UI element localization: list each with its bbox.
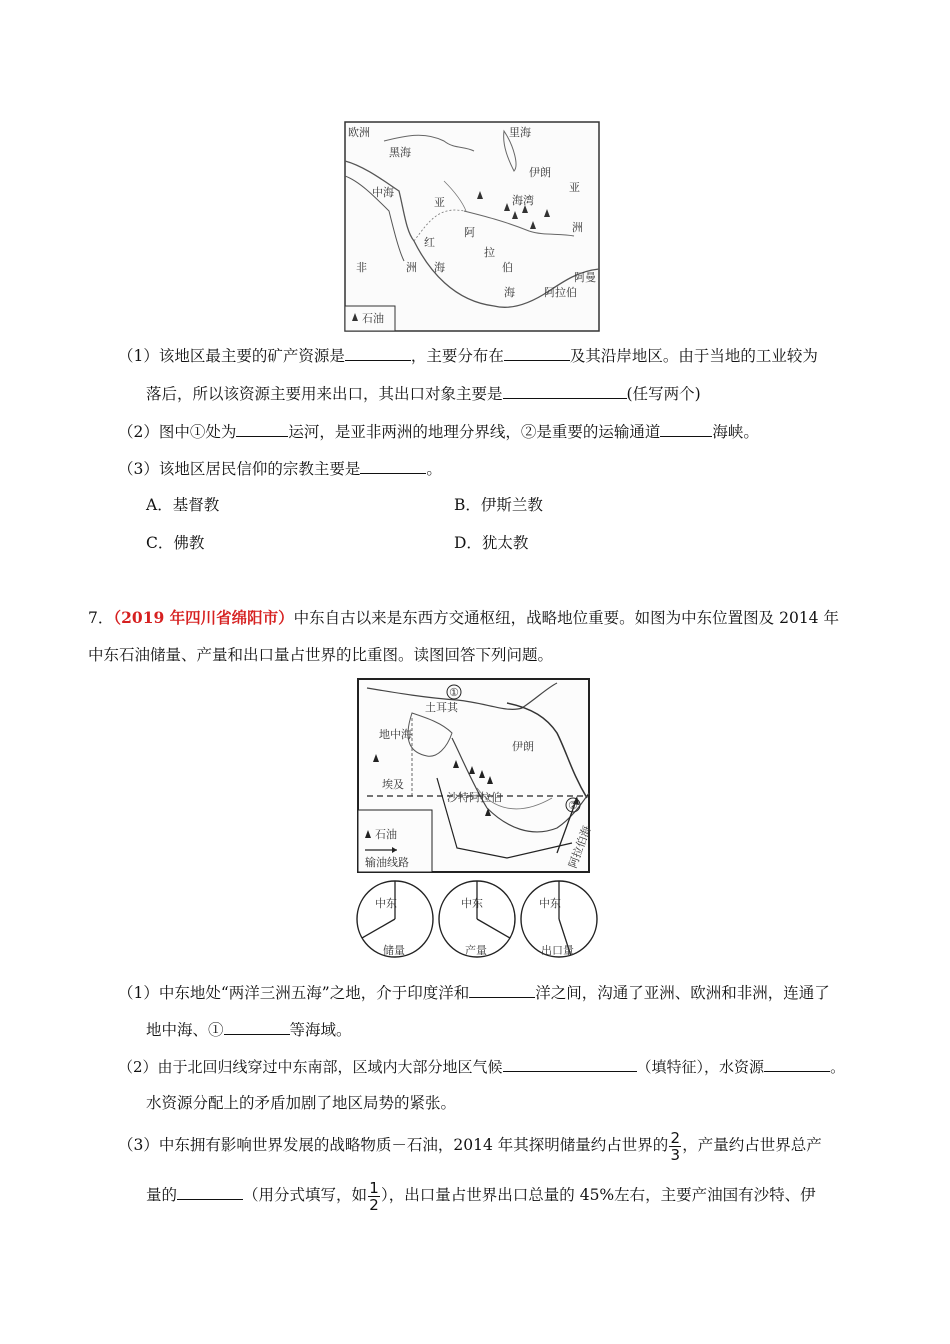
pie-1-caption: 储量	[383, 944, 405, 957]
q6-part2: （2）图中①处为 运河，是亚非两洲的地理分界线，②是重要的运输通道 海峡。	[118, 423, 759, 441]
map1-label-arabiansea: 阿拉伯	[544, 286, 577, 299]
q7-part3-line1: （3）中东拥有影响世界发展的战略物质－石油，2014 年其探明储量约占世界的 $\frac{2}{3}$ ，产量约占世界总产	[118, 1128, 822, 1164]
q6-blank-canal[interactable]	[236, 421, 288, 437]
map2-circle-1: ①	[449, 686, 459, 699]
map1-label-iran: 伊朗	[529, 166, 551, 179]
q7-part1-line1: （1）中东地处“两洋三洲五海”之地，介于印度洋和 洋之间，沟通了亚洲、欧洲和非洲，连通了	[118, 984, 830, 1002]
map2-legend-oil: 石油	[375, 828, 397, 841]
q7-source: （2019 年四川省绵阳市）	[113, 608, 294, 627]
q6-option-b[interactable]: B．伊斯兰教	[454, 496, 543, 514]
map2-label-egypt: 埃及	[382, 778, 404, 791]
map2-legend-route: 输油线路	[365, 856, 409, 869]
map1-label-arab1: 阿	[464, 226, 475, 239]
q6-blank-export-target[interactable]	[503, 383, 627, 399]
map2-label-arabian-sea: 阿拉伯海	[566, 824, 594, 870]
q6-option-a[interactable]: A．基督教	[146, 496, 220, 514]
map1-label-arab2: 拉	[484, 246, 495, 259]
q6-part3: （3）该地区居民信仰的宗教主要是 。	[118, 460, 442, 478]
map1-label-sea2: 海	[504, 286, 515, 299]
map1-label-blacksea: 黑海	[389, 146, 411, 159]
q7-blank-sea[interactable]	[224, 1019, 290, 1035]
q7-intro-line1: 7．（2019 年四川省绵阳市）中东自古以来是东西方交通枢纽，战略地位重要。如图为中东位置图及 2014 年	[88, 608, 839, 627]
q7-blank-production[interactable]	[177, 1184, 243, 1200]
map1-label-red: 红	[424, 236, 435, 249]
map1-label-arab3: 伯	[502, 261, 513, 274]
map1-label-gulf: 海湾	[512, 194, 534, 207]
q7-number: 7．	[88, 609, 114, 627]
map1-label-africa1: 非	[356, 261, 367, 274]
map1-label-mediterranean: 中海	[372, 186, 394, 199]
map1-label-europe: 欧洲	[348, 126, 370, 139]
map1-label-oman: 阿曼	[574, 271, 596, 284]
map1-label-continent: 洲	[572, 221, 583, 234]
q6-blank-religion[interactable]	[360, 458, 426, 474]
q7-part2-line1: （2）由于北回归线穿过中东南部，区域内大部分地区气候 （填特征），水资源 。	[118, 1058, 846, 1076]
q6-blank-region[interactable]	[504, 345, 570, 361]
pie-1-label: 中东	[375, 897, 397, 910]
oil-share-pies	[356, 879, 596, 963]
q7-blank-climate[interactable]	[503, 1056, 637, 1072]
map2-circle-2: ②	[568, 799, 578, 812]
q7-part3-line2: 量的 （用分式填写，如 $\frac{1}{2}$ ），出口量占世界出口总量的 45%左右，主要产油国有沙特、伊	[146, 1178, 816, 1214]
pie-3-caption: 出口量	[541, 944, 574, 957]
map1-label-africa2: 洲	[406, 261, 417, 274]
fraction-one-half: $\frac{1}{2}$	[369, 1178, 379, 1214]
pie-2-caption: 产量	[465, 944, 487, 957]
q6-part1-line1: （1）该地区最主要的矿产资源是 ，主要分布在 及其沿岸地区。由于当地的工业较为	[118, 347, 818, 365]
q6-part1-line2: 落后，所以该资源主要用来出口，其出口对象主要是 (任写两个)	[146, 385, 701, 403]
map1-label-sea: 海	[434, 261, 445, 274]
pie-2-label: 中东	[461, 897, 483, 910]
q7-part2-line2: 水资源分配上的矛盾加剧了地区局势的紧张。	[146, 1094, 457, 1112]
map2-label-saudi: 沙特阿拉伯	[447, 791, 502, 804]
pie-3-label: 中东	[539, 897, 561, 910]
map2-label-mediterranean: 地中海	[379, 728, 412, 741]
q6-option-d[interactable]: D．犹太教	[454, 534, 529, 552]
q7-blank-water[interactable]	[764, 1056, 830, 1072]
q6-blank-resource[interactable]	[345, 345, 411, 361]
q7-part1-line2: 地中海、① 等海域。	[146, 1021, 352, 1039]
map1-legend-oil: 石油	[362, 312, 384, 325]
map1-label-asia2: 亚	[569, 181, 580, 194]
q6-blank-strait[interactable]	[660, 421, 712, 437]
map2-label-iran: 伊朗	[512, 740, 534, 753]
fraction-two-thirds: $\frac{2}{3}$	[670, 1128, 681, 1164]
q6-option-c[interactable]: C．佛教	[146, 534, 205, 552]
q7-intro-line2: 中东石油储量、产量和出口量占世界的比重图。读图回答下列问题。	[88, 646, 554, 664]
q7-blank-ocean[interactable]	[469, 982, 535, 998]
map1-label-caspian: 里海	[509, 126, 531, 139]
map1-label-asia: 亚	[434, 196, 445, 209]
map2-label-turkey: 土耳其	[425, 701, 458, 714]
middle-east-map-1	[344, 121, 600, 332]
middle-east-map-2	[357, 678, 594, 873]
